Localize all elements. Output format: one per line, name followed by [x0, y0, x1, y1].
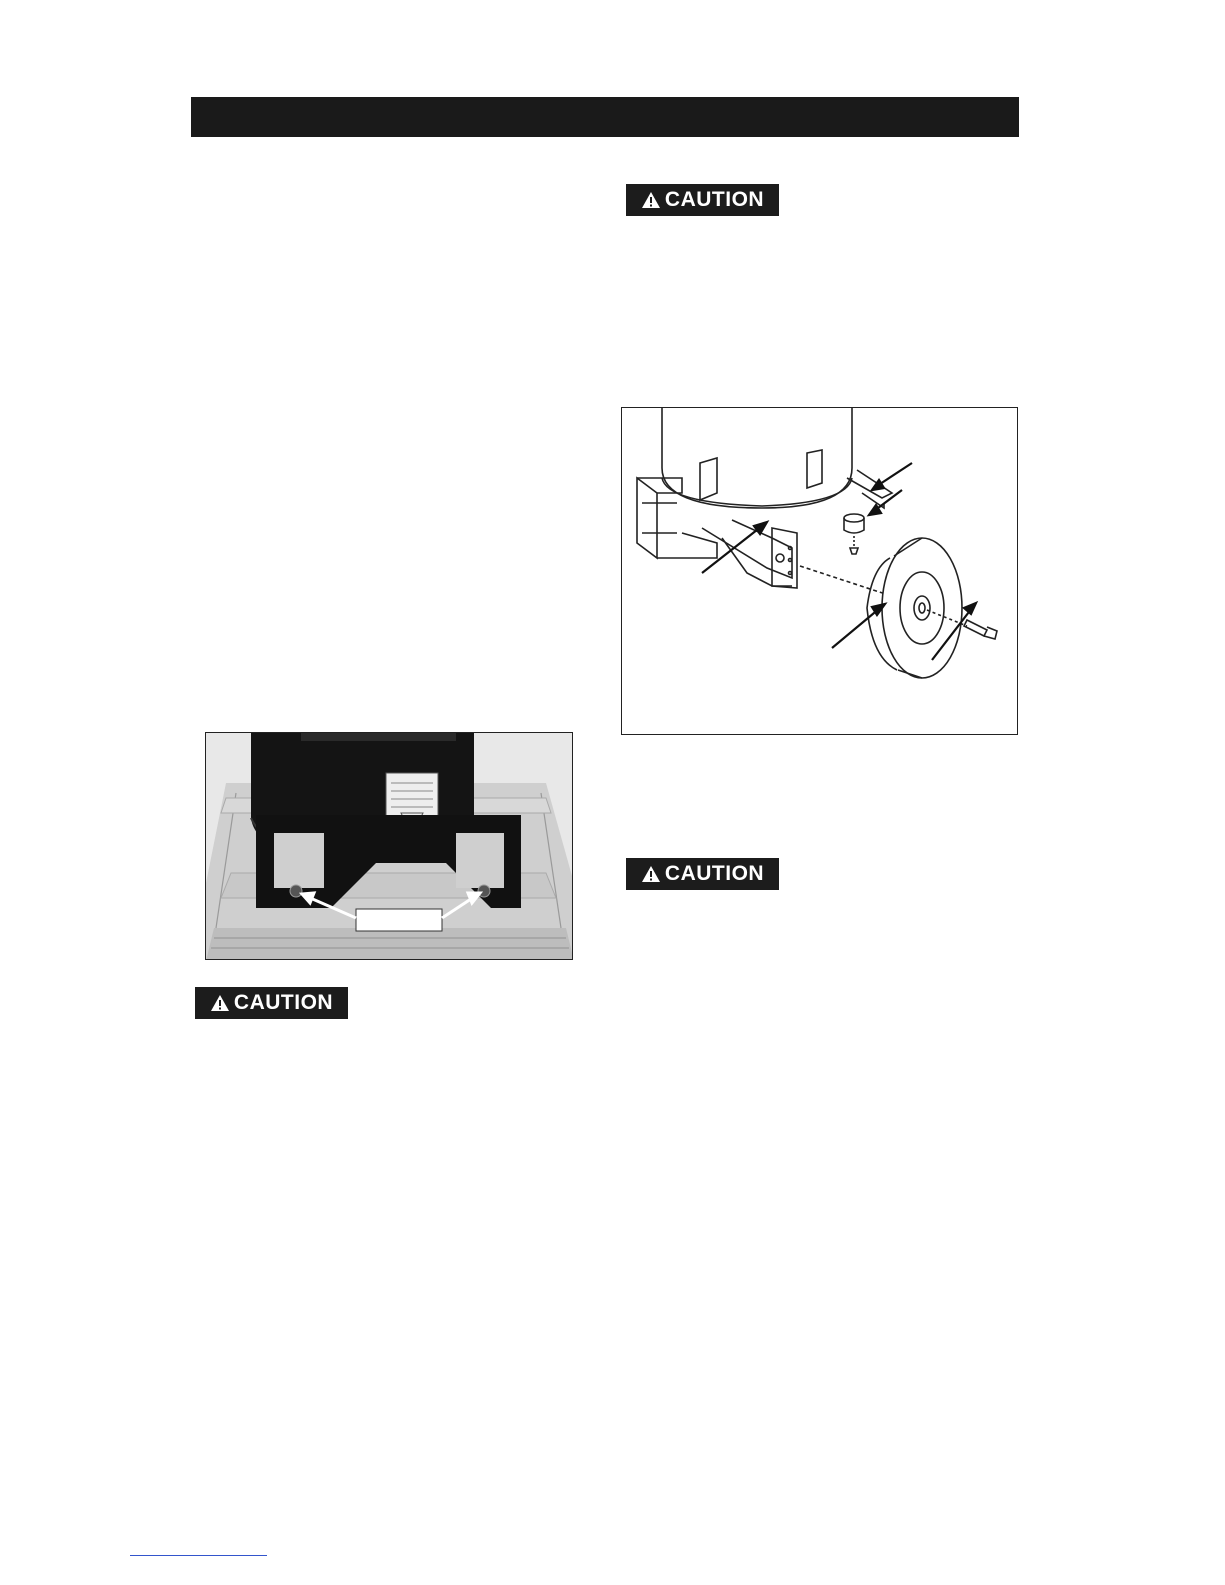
caution-badge — [195, 987, 348, 1019]
warning-triangle-icon — [641, 865, 661, 883]
tank-on-pallet-photo — [205, 732, 573, 960]
caution-label: CAUTION — [664, 188, 765, 211]
wheel-assembly-drawing — [622, 408, 1018, 735]
tank-on-pallet-image — [206, 733, 573, 960]
warning-triangle-icon — [210, 994, 230, 1012]
section-header-bar — [191, 97, 1019, 137]
wheel-assembly-diagram — [621, 407, 1018, 735]
caution-badge — [626, 184, 779, 216]
caution-label: CAUTION — [664, 862, 765, 885]
warning-triangle-icon — [641, 191, 661, 209]
footer-link-underline — [130, 1555, 267, 1556]
caution-label: CAUTION — [233, 991, 334, 1014]
caution-badge — [626, 858, 779, 890]
